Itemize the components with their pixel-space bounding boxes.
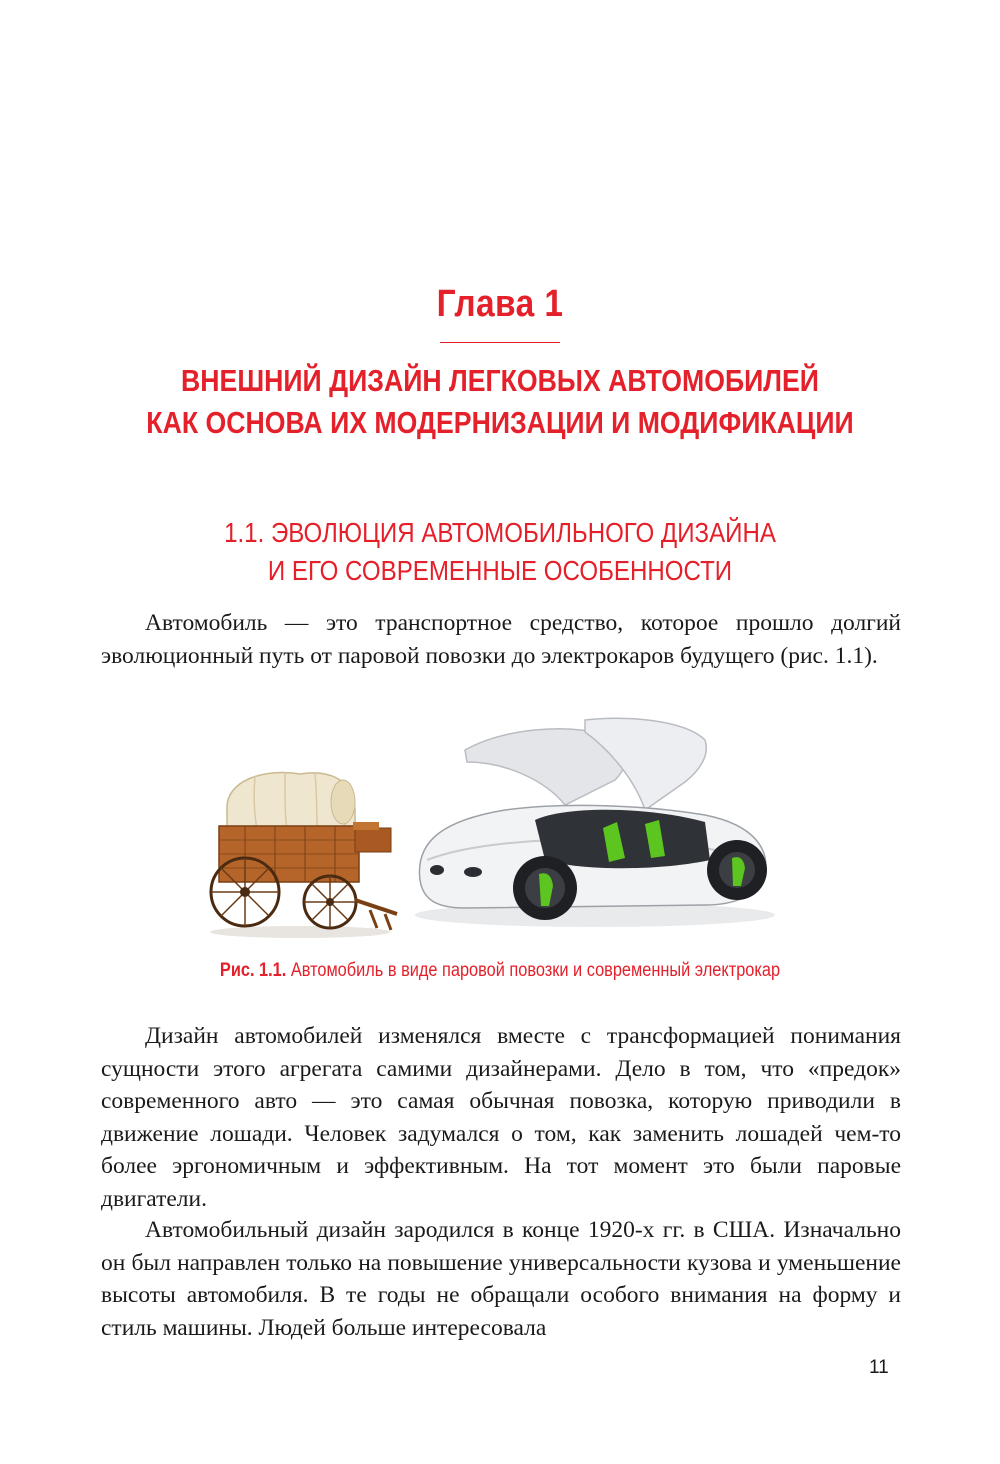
chapter-label: Глава 1 xyxy=(436,283,564,325)
figure-image xyxy=(205,710,795,945)
figure-caption-label: Рис. 1.1. xyxy=(219,960,287,981)
chapter-title-line-1: ВНЕШНИЙ ДИЗАЙН ЛЕГКОВЫХ АВТОМОБИЛЕЙ xyxy=(181,363,819,398)
section-title-line-2: И ЕГО СОВРЕМЕННЫЕ ОСОБЕННОСТИ xyxy=(267,555,733,586)
figure-caption xyxy=(70,960,930,982)
paragraph-design-history: Дизайн автомобилей изменялся вместе с трансформацией понимания сущности этого агрегата самими дизайнерами. Дело в том, что «предок» современного авто — это самая обычная повозка, которую приводили в движение лошади. Человек задумался о том, как заменить лошадей чем-то более эргономичным и эффективным. На тот момент это были паровые двигатели. xyxy=(101,1023,901,1212)
steam-wagon-illustration xyxy=(210,772,397,938)
page-number: 11 xyxy=(869,1357,889,1378)
section-title-line-1: 1.1. ЭВОЛЮЦИЯ АВТОМОБИЛЬНОГО ДИЗАЙНА xyxy=(224,517,776,548)
chapter-divider xyxy=(440,342,560,343)
electric-car-illustration xyxy=(415,718,775,927)
chapter-title-line-2: КАК ОСНОВА ИХ МОДЕРНИЗАЦИИ И МОДИФИКАЦИИ xyxy=(146,405,854,440)
chapter-title xyxy=(70,360,930,444)
section-title xyxy=(70,514,930,590)
paragraph-intro: Автомобиль — это транспортное средство, которое прошло долгий эволюционный путь от паровой повозки до электрокаров будущего (рис. 1.1). xyxy=(101,610,901,669)
paragraph-design-origins: Автомобильный дизайн зародился в конце 1920-х гг. в США. Изначально он был направлен только на повышение универсальности кузова и уменьшение высоты автомобиля. В те годы не обращали особого внимания на форму и стиль машины. Людей больше интересовала xyxy=(101,1217,901,1341)
figure-caption-text: Автомобиль в виде паровой повозки и современный электрокар xyxy=(286,960,781,981)
